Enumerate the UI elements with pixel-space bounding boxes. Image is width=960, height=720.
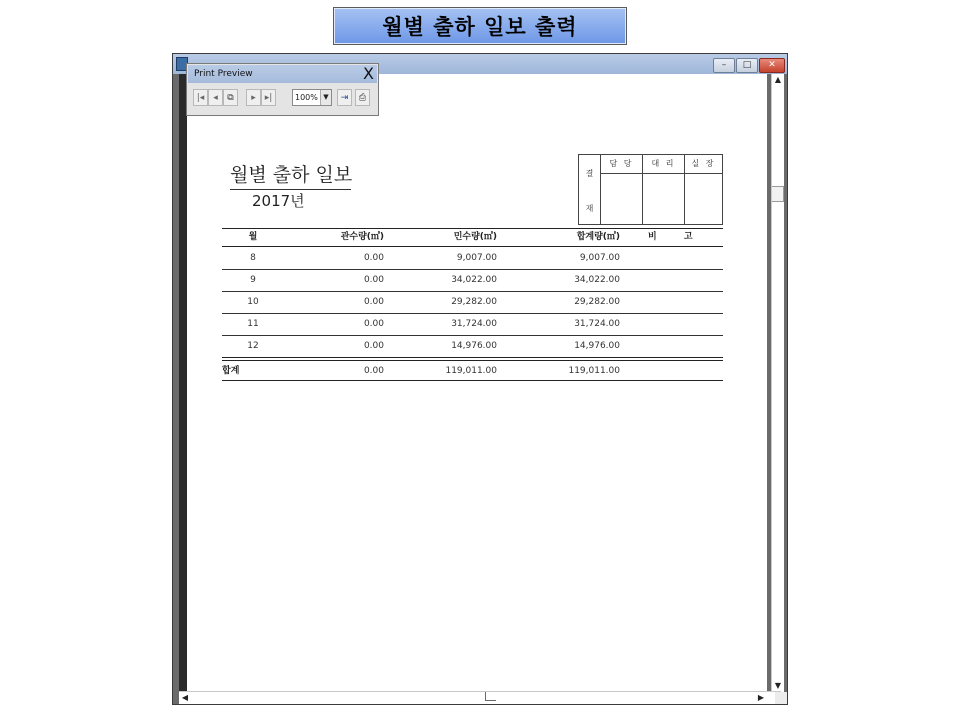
cell-month: 12 bbox=[247, 341, 259, 351]
size-grip[interactable] bbox=[775, 692, 787, 704]
approval-col-staff bbox=[601, 155, 643, 224]
vertical-scrollbar[interactable] bbox=[771, 74, 784, 692]
col-header-total: 합계량(㎥) bbox=[576, 232, 620, 242]
page-banner bbox=[333, 7, 627, 45]
table-row bbox=[222, 313, 723, 335]
table-row bbox=[222, 247, 723, 269]
cell-month: 11 bbox=[247, 319, 259, 329]
cell-month: 8 bbox=[250, 253, 256, 263]
col-header-note: 비 고 bbox=[648, 232, 705, 242]
chevron-down-icon[interactable]: ▼ bbox=[320, 90, 331, 105]
cell-gov: 0.00 bbox=[363, 253, 384, 263]
approval-col-deputy bbox=[643, 155, 685, 224]
table-row bbox=[222, 335, 723, 357]
approval-col-staff-label: 담 당 bbox=[601, 155, 642, 174]
maximize-button[interactable]: □ bbox=[736, 58, 758, 73]
col-header-private: 민수량(㎥) bbox=[453, 232, 497, 242]
cell-private: 31,724.00 bbox=[451, 319, 497, 329]
print-preview-toolbar bbox=[186, 63, 379, 116]
approval-side-bottom: 재 bbox=[585, 204, 594, 213]
scroll-up-arrow-icon[interactable]: ▲ bbox=[774, 75, 782, 84]
report-year: 2017년 bbox=[252, 192, 305, 210]
cell-total: 14,976.00 bbox=[574, 341, 620, 351]
total-label: 합계 bbox=[222, 366, 240, 376]
print-icon[interactable]: ⎙ bbox=[355, 89, 370, 106]
cell-total: 31,724.00 bbox=[574, 319, 620, 329]
scroll-right-arrow-icon[interactable]: ▶ bbox=[757, 693, 765, 702]
minimize-button[interactable]: – bbox=[713, 58, 735, 73]
table-row bbox=[222, 269, 723, 291]
report-title: 월별 출하 일보 bbox=[230, 160, 351, 190]
cell-private: 14,976.00 bbox=[451, 341, 497, 351]
zoom-select[interactable] bbox=[292, 89, 332, 106]
cell-gov: 0.00 bbox=[363, 341, 384, 351]
last-page-icon[interactable]: ▸| bbox=[261, 89, 276, 106]
total-private: 119,011.00 bbox=[445, 366, 497, 376]
approval-col-director bbox=[685, 155, 722, 224]
approval-col-director-label: 실 장 bbox=[685, 155, 722, 174]
cell-private: 9,007.00 bbox=[456, 253, 497, 263]
print-preview-close-icon[interactable]: X bbox=[363, 64, 374, 83]
cell-total: 29,282.00 bbox=[574, 297, 620, 307]
horizontal-scrollbar[interactable] bbox=[179, 691, 781, 704]
cell-gov: 0.00 bbox=[363, 319, 384, 329]
vertical-scroll-thumb[interactable] bbox=[772, 186, 784, 202]
table-total-row bbox=[222, 360, 723, 382]
total-sum: 119,011.00 bbox=[568, 366, 620, 376]
scroll-down-arrow-icon[interactable]: ▼ bbox=[774, 681, 782, 690]
cell-note bbox=[648, 269, 698, 291]
cell-note bbox=[648, 313, 698, 335]
first-page-icon[interactable]: |◂ bbox=[193, 89, 208, 106]
cell-private: 29,282.00 bbox=[451, 297, 497, 307]
table-header bbox=[222, 226, 723, 248]
cell-gov: 0.00 bbox=[363, 275, 384, 285]
cell-total: 9,007.00 bbox=[579, 253, 620, 263]
banner-title: 월별 출하 일보 출력 bbox=[382, 15, 578, 39]
total-gov: 0.00 bbox=[363, 366, 384, 376]
multi-page-icon[interactable]: ⧉ bbox=[223, 89, 238, 106]
approval-side-label bbox=[579, 155, 601, 224]
approval-side-top: 결 bbox=[585, 169, 594, 178]
col-header-month: 월 bbox=[248, 232, 258, 242]
table-row bbox=[222, 291, 723, 313]
frame-left-edge bbox=[179, 74, 187, 692]
cell-note bbox=[648, 291, 698, 313]
cell-private: 34,022.00 bbox=[451, 275, 497, 285]
next-page-icon[interactable]: ▸ bbox=[246, 89, 261, 106]
cell-gov: 0.00 bbox=[363, 297, 384, 307]
export-icon[interactable]: ⇥ bbox=[337, 89, 352, 106]
close-window-button[interactable]: ✕ bbox=[759, 58, 785, 73]
previous-page-icon[interactable]: ◂ bbox=[208, 89, 223, 106]
approval-box bbox=[578, 154, 723, 225]
cell-note bbox=[648, 335, 698, 357]
approval-col-deputy-label: 대 리 bbox=[643, 155, 684, 174]
scroll-left-arrow-icon[interactable]: ◀ bbox=[181, 693, 189, 702]
cell-month: 9 bbox=[250, 275, 256, 285]
cell-total: 34,022.00 bbox=[574, 275, 620, 285]
zoom-value: 100% bbox=[295, 93, 318, 102]
cell-note bbox=[648, 247, 698, 269]
horizontal-scroll-thumb[interactable] bbox=[485, 692, 496, 701]
cell-month: 10 bbox=[247, 297, 259, 307]
col-header-gov: 관수량(㎥) bbox=[340, 232, 384, 242]
print-preview-title[interactable]: Print Preview bbox=[188, 65, 377, 83]
